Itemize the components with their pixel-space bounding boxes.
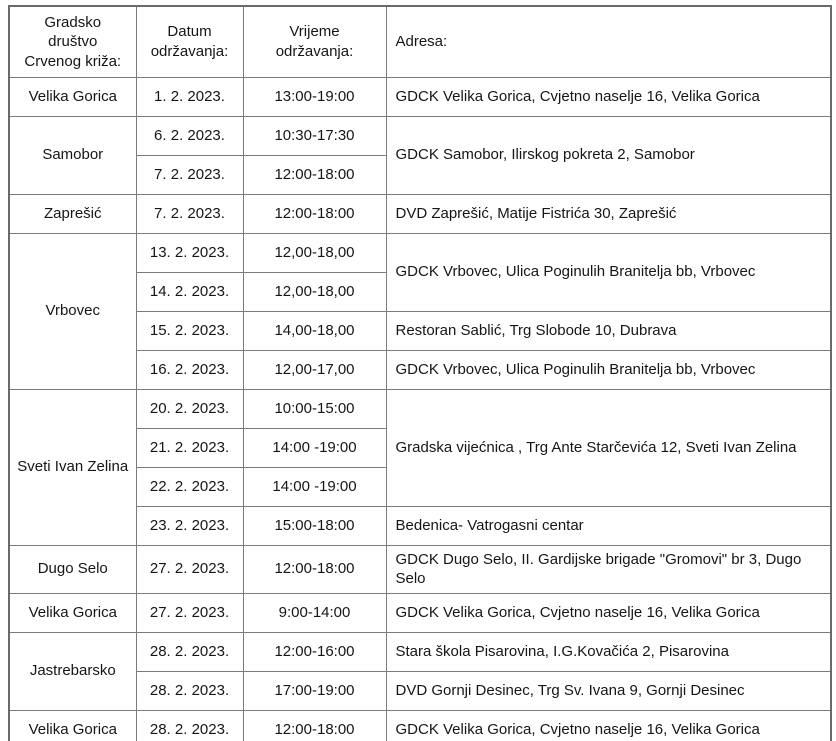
cell-time: 17:00-19:00: [243, 671, 386, 710]
cell-address: GDCK Vrbovec, Ulica Poginulih Branitelja bb, Vrbovec: [386, 350, 831, 389]
cell-city: Vrbovec: [9, 233, 136, 389]
column-header-date: Datum održavanja:: [136, 6, 243, 77]
cell-date: 28. 2. 2023.: [136, 710, 243, 741]
cell-time: 10:00-15:00: [243, 389, 386, 428]
cell-time: 13:00-19:00: [243, 77, 386, 116]
cell-time: 14,00-18,00: [243, 311, 386, 350]
cell-city: Jastrebarsko: [9, 632, 136, 710]
cell-date: 20. 2. 2023.: [136, 389, 243, 428]
column-header-time: Vrijeme održavanja:: [243, 6, 386, 77]
cell-date: 14. 2. 2023.: [136, 272, 243, 311]
cell-address: GDCK Velika Gorica, Cvjetno naselje 16, Velika Gorica: [386, 593, 831, 632]
cell-date: 22. 2. 2023.: [136, 467, 243, 506]
table-row: [9, 710, 831, 741]
cell-time: 12,00-18,00: [243, 233, 386, 272]
cell-city: Dugo Selo: [9, 545, 136, 593]
cell-date: 1. 2. 2023.: [136, 77, 243, 116]
cell-city: Zaprešić: [9, 194, 136, 233]
table-row: [9, 194, 831, 233]
cell-city: Sveti Ivan Zelina: [9, 389, 136, 545]
cell-date: 27. 2. 2023.: [136, 545, 243, 593]
cell-time: 12:00-18:00: [243, 545, 386, 593]
table-row: [9, 632, 831, 671]
cell-address: Restoran Sablić, Trg Slobode 10, Dubrava: [386, 311, 831, 350]
cell-address: Bedenica- Vatrogasni centar: [386, 506, 831, 545]
table-row: [9, 116, 831, 155]
schedule-table-header: [9, 6, 831, 77]
cell-address: Gradska vijećnica , Trg Ante Starčevića 12, Sveti Ivan Zelina: [386, 389, 831, 506]
cell-time: 12:00-18:00: [243, 155, 386, 194]
cell-date: 23. 2. 2023.: [136, 506, 243, 545]
cell-time: 12,00-18,00: [243, 272, 386, 311]
cell-address: DVD Gornji Desinec, Trg Sv. Ivana 9, Gornji Desinec: [386, 671, 831, 710]
table-row: [9, 545, 831, 593]
cell-date: 16. 2. 2023.: [136, 350, 243, 389]
cell-time: 15:00-18:00: [243, 506, 386, 545]
cell-date: 6. 2. 2023.: [136, 116, 243, 155]
cell-time: 12:00-18:00: [243, 710, 386, 741]
cell-time: 12,00-17,00: [243, 350, 386, 389]
cell-date: 28. 2. 2023.: [136, 671, 243, 710]
schedule-table-body: [9, 77, 831, 741]
cell-date: 13. 2. 2023.: [136, 233, 243, 272]
cell-date: 7. 2. 2023.: [136, 194, 243, 233]
cell-time: 9:00-14:00: [243, 593, 386, 632]
cell-date: 28. 2. 2023.: [136, 632, 243, 671]
schedule-table: [8, 5, 832, 741]
cell-time: 12:00-18:00: [243, 194, 386, 233]
cell-address: GDCK Samobor, Ilirskog pokreta 2, Samobor: [386, 116, 831, 194]
table-row: [9, 77, 831, 116]
cell-city: Velika Gorica: [9, 77, 136, 116]
cell-city: Samobor: [9, 116, 136, 194]
cell-date: 15. 2. 2023.: [136, 311, 243, 350]
cell-city: Velika Gorica: [9, 593, 136, 632]
column-header-address: Adresa:: [386, 6, 831, 77]
cell-address: DVD Zaprešić, Matije Fistrića 30, Zaprešić: [386, 194, 831, 233]
column-header-city: Gradsko društvo Crvenog križa:: [9, 6, 136, 77]
cell-address: GDCK Velika Gorica, Cvjetno naselje 16, Velika Gorica: [386, 77, 831, 116]
table-row: [9, 593, 831, 632]
cell-address: Stara škola Pisarovina, I.G.Kovačića 2, Pisarovina: [386, 632, 831, 671]
cell-date: 27. 2. 2023.: [136, 593, 243, 632]
table-row: [9, 389, 831, 428]
cell-date: 21. 2. 2023.: [136, 428, 243, 467]
cell-city: Velika Gorica: [9, 710, 136, 741]
cell-time: 14:00 -19:00: [243, 428, 386, 467]
cell-address: GDCK Vrbovec, Ulica Poginulih Branitelja bb, Vrbovec: [386, 233, 831, 311]
cell-time: 14:00 -19:00: [243, 467, 386, 506]
cell-address: GDCK Dugo Selo, II. Gardijske brigade "Gromovi" br 3, Dugo Selo: [386, 545, 831, 593]
cell-time: 12:00-16:00: [243, 632, 386, 671]
table-row: [9, 233, 831, 272]
cell-date: 7. 2. 2023.: [136, 155, 243, 194]
cell-time: 10:30-17:30: [243, 116, 386, 155]
header-row: [9, 6, 831, 77]
cell-address: GDCK Velika Gorica, Cvjetno naselje 16, Velika Gorica: [386, 710, 831, 741]
